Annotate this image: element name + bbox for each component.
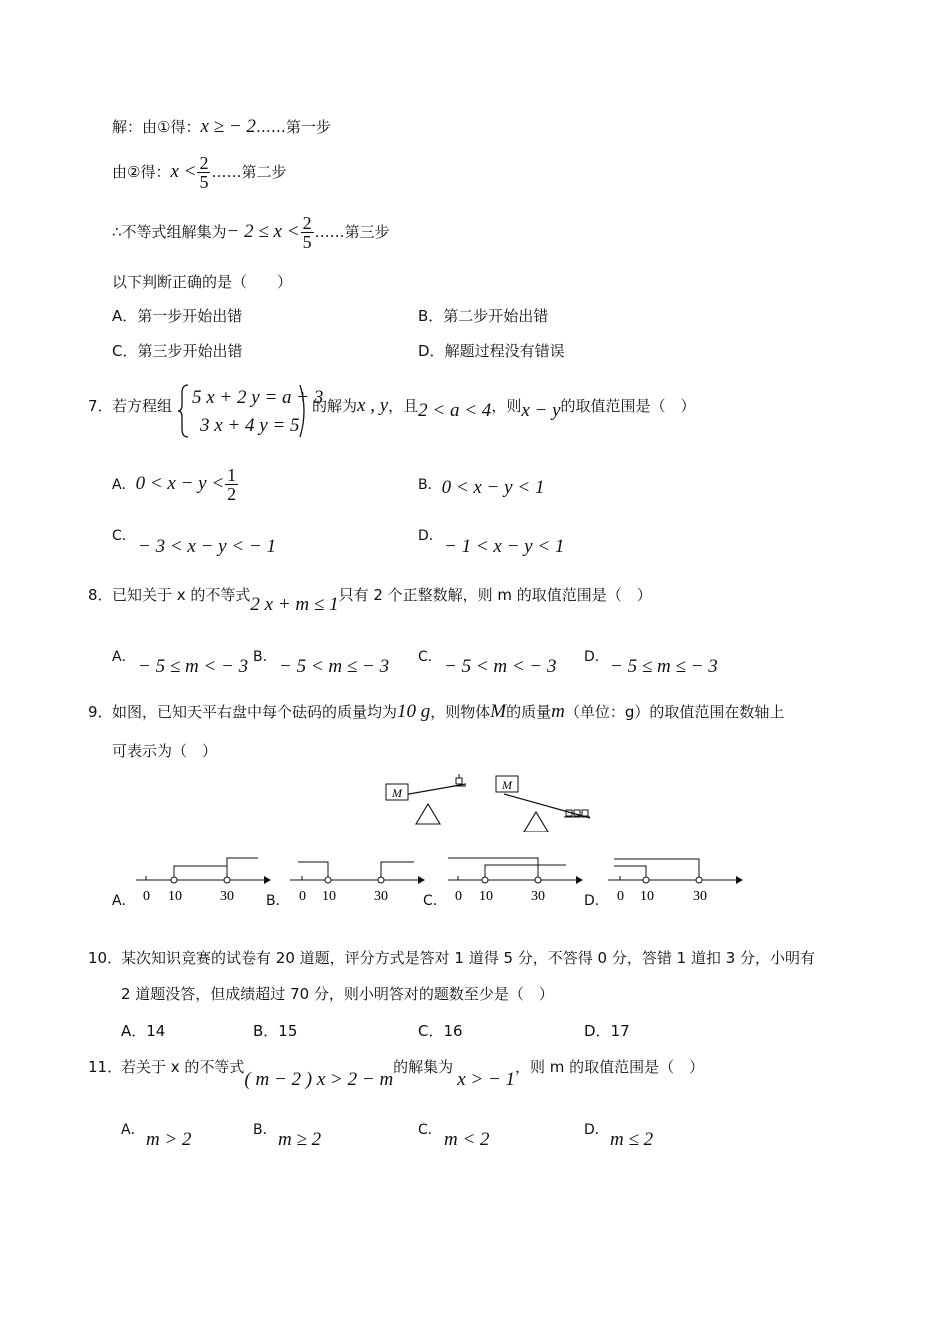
q10-number: 10． [88, 949, 123, 967]
box-m-label: M [502, 778, 512, 792]
svg-text:0: 0 [143, 889, 150, 904]
q11-option-a-letter[interactable]: A． [121, 1122, 145, 1138]
q9-numberline-c[interactable] [444, 852, 584, 904]
svg-text:10: 10 [479, 889, 493, 904]
q10-option-a[interactable]: A．14 [121, 1022, 166, 1040]
q7-option-c-text: − 3 < x − y < − 1 [138, 536, 276, 557]
q8-option-c-letter[interactable]: C． [418, 649, 442, 665]
q11-option-d-letter[interactable]: D． [584, 1122, 609, 1138]
svg-text:30: 30 [220, 889, 234, 904]
q6-step2: 由②得：x < $\frac{2}{5}$ ……第二步 [112, 153, 287, 192]
svg-text:30: 30 [693, 889, 707, 904]
q10-option-c[interactable]: C．16 [418, 1022, 463, 1040]
q9-line2: 可表示为（ ） [112, 742, 218, 760]
q6-option-d[interactable]: D．解题过程没有错误 [418, 342, 565, 360]
q11-option-b-letter[interactable]: B． [253, 1122, 277, 1138]
q11-number: 11． [88, 1058, 123, 1076]
q11-text: 若关于 x 的不等式( m − 2 ) x > 2 − m的解集为x > − 1，则 m 的取值范围是（ ） [121, 1058, 705, 1090]
svg-text:0: 0 [617, 889, 624, 904]
q6-step3: ∴不等式组解集为− 2 ≤ x < $\frac{2}{5}$ ……第三步 [112, 213, 390, 252]
q8-number: 8． [88, 586, 113, 604]
q9-option-c-letter[interactable]: C． [423, 893, 447, 909]
q7-option-c-letter[interactable]: C． [112, 528, 136, 544]
svg-text:10: 10 [640, 889, 654, 904]
right-balance [496, 776, 590, 832]
q8-option-b-letter[interactable]: B． [253, 649, 277, 665]
q11-option-c-text: m < 2 [444, 1129, 490, 1150]
svg-text:0: 0 [455, 889, 462, 904]
q7-rest: 的解为x , y，且2 < a < 4，则x − y的取值范围是（ ） [312, 395, 696, 421]
q11-option-a-text: m > 2 [146, 1129, 192, 1150]
q6-step1: 解：由①得：x ≥ − 2……第一步 [112, 116, 331, 137]
left-balance [386, 774, 466, 824]
fraction: $\frac{2}{5}$ [302, 213, 312, 252]
svg-text:0: 0 [299, 889, 306, 904]
q8-option-a-text: − 5 ≤ m < − 3 [138, 656, 249, 677]
q11-option-b-text: m ≥ 2 [278, 1129, 322, 1150]
q7-option-b[interactable]: B．0 < x − y < 1 [418, 477, 545, 498]
q10-line2: 2 道题没答，但成绩超过 70 分，则小明答对的题数至少是（ ） [121, 985, 554, 1003]
q8-text: 已知关于 x 的不等式2 x + m ≤ 1只有 2 个正整数解，则 m 的取值范围是（ ） [112, 586, 652, 615]
q10-option-b[interactable]: B．15 [253, 1022, 298, 1040]
q9-balance-figure [380, 770, 600, 832]
q7-brace [178, 383, 190, 439]
q9-line1: 如图，已知天平右盘中每个砝码的质量均为10 g，则物体M的质量m（单位：g）的取值范围在数轴上 [112, 701, 785, 722]
box-m-label: M [392, 786, 402, 800]
q11-option-c-letter[interactable]: C． [418, 1122, 442, 1138]
q7-paren [298, 383, 310, 439]
q6-option-a[interactable]: A．第一步开始出错 [112, 307, 243, 325]
svg-text:30: 30 [531, 889, 545, 904]
svg-text:30: 30 [374, 889, 388, 904]
svg-text:10: 10 [168, 889, 182, 904]
q6-option-c[interactable]: C．第三步开始出错 [112, 342, 243, 360]
svg-text:10: 10 [322, 889, 336, 904]
q7-eq2: 3 x + 4 y = 5 [200, 415, 300, 436]
q8-option-b-text: − 5 < m ≤ − 3 [279, 656, 390, 677]
q6-option-b[interactable]: B．第二步开始出错 [418, 307, 549, 325]
q7-option-a[interactable]: A．0 < x − y < $\frac{1}{2}$ [112, 465, 237, 504]
q8-option-d-letter[interactable]: D． [584, 649, 609, 665]
q8-option-c-text: − 5 < m < − 3 [444, 656, 557, 677]
q7-prefix: 若方程组 [112, 397, 173, 415]
q11-option-d-text: m ≤ 2 [610, 1129, 654, 1150]
q8-option-d-text: − 5 ≤ m ≤ − 3 [610, 656, 718, 677]
q10-line1: 某次知识竞赛的试卷有 20 道题，评分方式是答对 1 道得 5 分，不答得 0 分，答错 1 道扣 3 分，小明有 [121, 949, 816, 967]
q7-number: 7． [88, 397, 113, 415]
q9-option-b-letter[interactable]: B． [266, 893, 290, 909]
q7-eq1: 5 x + 2 y = a + 3 [192, 387, 324, 408]
q9-option-d-letter[interactable]: D． [584, 893, 609, 909]
q9-numberline-a[interactable] [132, 852, 272, 904]
q9-option-a-letter[interactable]: A． [112, 893, 136, 909]
q8-option-a-letter[interactable]: A． [112, 649, 136, 665]
fraction: $\frac{1}{2}$ [227, 465, 237, 504]
q9-number: 9． [88, 703, 113, 721]
q7-option-d-text: − 1 < x − y < 1 [444, 536, 565, 557]
q9-numberline-d[interactable] [604, 852, 744, 904]
fraction: $\frac{2}{5}$ [199, 153, 209, 192]
q6-question: 以下判断正确的是（ ） [112, 273, 293, 291]
q10-option-d[interactable]: D．17 [584, 1022, 630, 1040]
q7-option-d-letter[interactable]: D． [418, 528, 443, 544]
q9-numberline-b[interactable] [286, 852, 426, 904]
